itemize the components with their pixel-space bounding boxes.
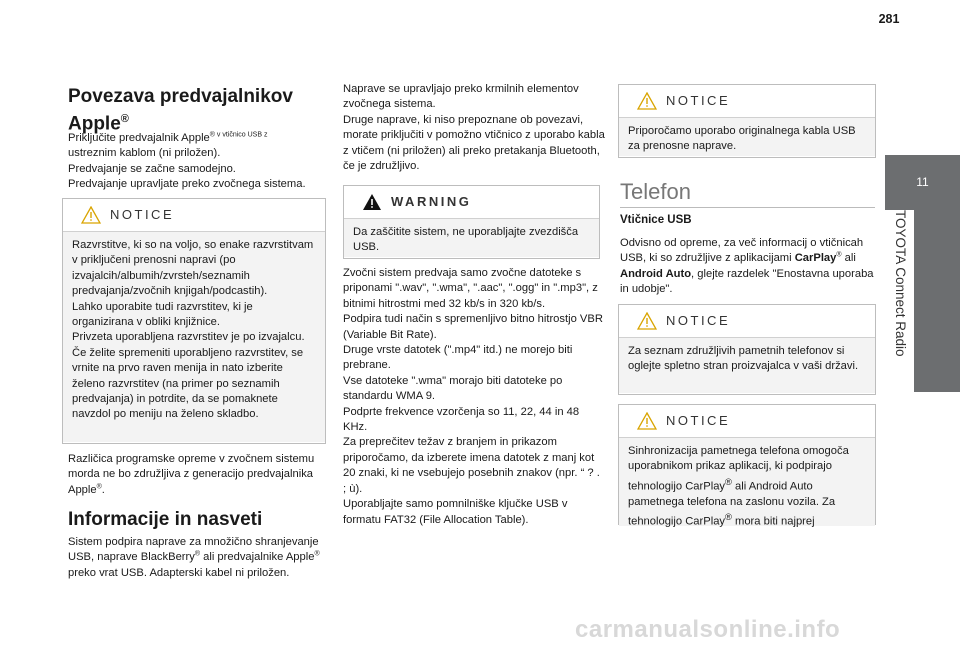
notice-title: NOTICE (110, 207, 175, 222)
intro-line: ustreznim kablom (ni priložen). (68, 147, 221, 160)
notice-body: Razvrstitve, ki so na voljo, so enake razvrstitvam v priključeni prenosni napravi (po izvajalcih/albumih/zvrsteh/seznamih predvajanja/zvočnih knjigah/podcastih). Lahko uporabite tudi razvrstitev, ki je organizirana v obliki knjižnice. Privzeta uporabljena razvrstitev je po izvajalcu. Če želite spremeniti uporabljeno razvrstitev, se vrnite na prvo raven menija in nato izberite želeno razvrstitev (na primer po seznamih predvajanja) in potrdite, da se pomaknete navzdol po meniju na želeno skladbo. (63, 232, 325, 442)
notice-title: NOTICE (666, 413, 731, 428)
info-sup: ® (314, 550, 320, 558)
info-paragraph (68, 535, 333, 581)
info-text: preko vrat USB. Adapterski kabel ni priložen. (68, 566, 290, 579)
notice-header (619, 305, 875, 338)
section-heading-apple (68, 85, 338, 135)
intro-paragraph (68, 131, 338, 193)
heading-sup: ® (120, 113, 129, 125)
chapter-tab-title (886, 210, 910, 390)
watermark: carmanualsonline.info (575, 616, 841, 643)
warning-triangle-icon (81, 206, 101, 224)
info-text: Sistem podpira naprave za množično shranjevanje USB, naprave BlackBerry (68, 536, 319, 564)
notice-body (619, 438, 875, 529)
page-number: 281 (878, 12, 900, 26)
warning-box (343, 185, 600, 259)
usb-paragraph (620, 236, 878, 298)
notice-header (63, 199, 325, 232)
section-heading-info: Informacije in nasveti (68, 509, 263, 530)
intro-line: Priključite predvajalnik Apple (68, 132, 210, 144)
sync-text: mora biti najprej (731, 516, 815, 529)
formats-paragraph: Zvočni sistem predvaja samo zvočne datoteke s priponami ".wav", ".wma", ".aac", ".ogg" in ".mp3", z bitnimi hitrostmi med 32 kb/s in 320 kb/s. Podpira tudi način s spremenljivo bitno hitrostjo VBR (Variable Bit Rate). Druge vrste datotek (".mp4" itd.) ne morejo biti prebrane. Vse datoteke ".wma" morajo biti datoteke po standardu WMA 9. Podprte frekvence vzorčenja so 11, 22, 44 in 48 KHz. Za preprečitev težav z branjem in prikazom priporočamo, da izberete imena datotek z manj kot 20 znaki, ki ne vsebujejo posebnih znakov (npr. “ ? . ; ù). Uporabljajte samo pomnilniške ključke USB v formatu FAT32 (File Allocation Table). (343, 267, 603, 526)
android-auto-text: Android Auto (620, 267, 692, 280)
sync-text: ali Android Auto pametnega telefona na zaslonu vozila. Za tehnologijo CarPlay (628, 480, 836, 529)
intro-line: ® v vtičnico USB z (209, 131, 268, 139)
warning-triangle-icon (362, 193, 382, 211)
usb-text: , glejte razdelek "Enostavna uporaba in udobje". (620, 267, 874, 296)
info-sup: ® (194, 550, 201, 558)
warning-title: WARNING (391, 194, 472, 209)
warning-header (344, 186, 599, 219)
heading-text: Povezava predvajalnikov Apple (68, 86, 293, 135)
notice-header (619, 85, 875, 118)
compat-paragraph (68, 452, 330, 498)
info-text: ali predvajalnike Apple (200, 551, 315, 564)
notice-box-sync (618, 404, 876, 529)
usb-sup: ® (836, 251, 842, 259)
notice-body: Za seznam združljivih pametnih telefonov si oglejte spletno stran proizvajalca v vaši državi. (619, 338, 875, 393)
section-heading-telefon: Telefon (620, 179, 691, 204)
warning-triangle-icon (637, 412, 657, 430)
devices-paragraph: Naprave se upravljajo preko krmilnih elementov zvočnega sistema. Druge naprave, ki niso prepoznane ob povezavi, morate priključiti v pomožno vtičnico z uporabo kabla z vtičem (ni priložen) ali preko pretakanja Bluetooth, če je združljivo. (343, 83, 605, 173)
chapter-title-text: TOYOTA Connect Radio (893, 210, 908, 357)
warning-triangle-icon (637, 312, 657, 330)
warning-body: Da zaščitite sistem, ne uporabljajte zvezdišča USB. (344, 219, 599, 257)
chapter-tab-number: 11 (885, 155, 960, 210)
usb-text: ali (841, 252, 856, 265)
notice-body: Priporočamo uporabo originalnega kabla USB za prenosne naprave. (619, 118, 875, 156)
notice-box-phones (618, 304, 876, 395)
notice-box-cable (618, 84, 876, 158)
notice-title: NOTICE (666, 313, 731, 328)
compat-end: . (101, 483, 105, 496)
intro-line: Predvajanje se začne samodejno. (68, 162, 236, 175)
sync-text: Sinhronizacija pametnega telefona omogoča uporabnikom prikaz aplikacij, ki podpirajo tehnologijo CarPlay (628, 445, 849, 493)
intro-line: Predvajanje upravljate preko zvočnega sistema. (68, 178, 306, 191)
notice-header (619, 405, 875, 438)
sync-sup: ® (725, 512, 732, 523)
compat-text: Različica programske opreme v zvočnem sistemu morda ne bo združljiva z generacijo predvajalnika Apple (68, 453, 315, 496)
compat-sup: ® (96, 483, 102, 491)
usb-text: Odvisno od opreme, za več informacij o vtičnicah USB, ki so združljive z aplikacijami (620, 237, 864, 265)
sync-sup: ® (725, 476, 732, 487)
notice-title: NOTICE (666, 93, 731, 108)
notice-box (62, 198, 326, 444)
subheading-usb: Vtičnice USB (620, 214, 692, 226)
warning-triangle-icon (637, 92, 657, 110)
carplay-text: CarPlay (794, 252, 837, 265)
heading-divider (620, 207, 875, 208)
